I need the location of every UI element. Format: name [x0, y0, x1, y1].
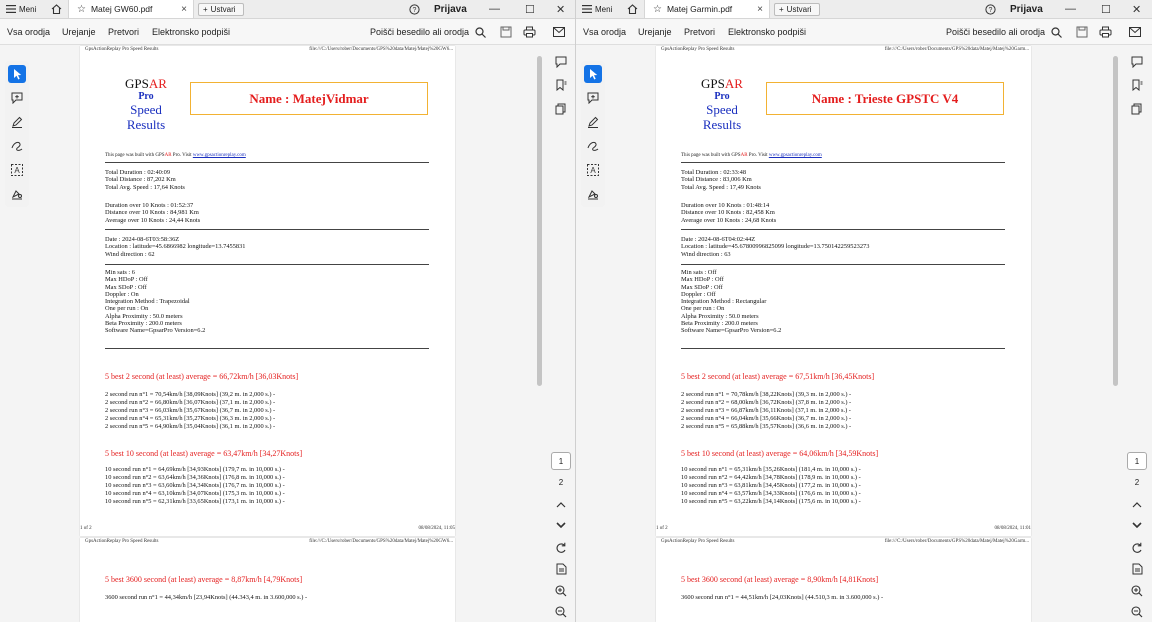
- text-line: Beta Proximity : 200.0 meters: [681, 320, 758, 328]
- svg-text:?: ?: [988, 6, 993, 14]
- chevron-down-icon[interactable]: [553, 517, 569, 533]
- text-line: Total Distance : 87,202 Km: [105, 176, 176, 184]
- divider: [105, 348, 429, 349]
- minimize-icon[interactable]: —: [1065, 3, 1076, 15]
- page-header-left: GpsActionReplay Pro Speed Results: [661, 47, 735, 52]
- home-icon[interactable]: [627, 0, 638, 18]
- text-line: Min sats : Off: [681, 269, 717, 276]
- rotate-icon[interactable]: [553, 540, 569, 556]
- menu-label: Meni: [19, 4, 37, 14]
- page-footer-left: 1 of 2: [80, 526, 92, 531]
- maximize-icon[interactable]: ☐: [525, 3, 535, 16]
- text-line: Distance over 10 Knots : 84,981 Km: [105, 209, 199, 217]
- page-header-left: GpsActionReplay Pro Speed Results: [85, 47, 159, 52]
- built-mid: Pro. Visit: [747, 153, 769, 158]
- tab-bar: [0, 0, 576, 19]
- zoom-out-icon[interactable]: [1129, 604, 1145, 620]
- menu-button[interactable]: [6, 0, 36, 18]
- bookmarks-icon[interactable]: [553, 77, 569, 93]
- text-line: One per run : On: [681, 305, 725, 313]
- text-line: 10 second run n°4 = 63,57km/h [34,33Knots] (176,6 m. in 10,000 s.) -: [681, 490, 861, 497]
- left-tool-rail: [5, 61, 29, 207]
- select-cursor-icon[interactable]: [8, 65, 26, 83]
- vertical-scrollbar[interactable]: [1110, 50, 1120, 622]
- text-line: Average over 10 Knots : 24,44 Knots: [105, 216, 201, 224]
- scrollbar-thumb[interactable]: [537, 56, 542, 386]
- logo-speed: Speed: [706, 102, 738, 117]
- location-block: [105, 236, 246, 258]
- page-thumbnails-icon[interactable]: [1129, 101, 1145, 117]
- text-line: Integration Method : Rectangular: [681, 298, 767, 306]
- find-label: Poišči besedilo ali orodja: [370, 27, 470, 37]
- right-tool-rail: [548, 46, 574, 622]
- text-line: Max SDoP : Off: [681, 283, 723, 291]
- built-with-line: [105, 153, 246, 158]
- tab-title: Matej GW60.pdf: [90, 4, 153, 14]
- home-icon[interactable]: [51, 0, 62, 18]
- best2-title: 5 best 2 second (at least) average = 66,72km/h [36,03Knots]: [105, 372, 299, 381]
- logo-gps: GPS: [125, 76, 149, 91]
- menu-button[interactable]: [582, 0, 612, 18]
- text-line: 2 second run n°5 = 65,88km/h [35,57Knots] (36,6 m. in 2,000 s.) -: [681, 423, 852, 430]
- find-tools-button[interactable]: [370, 19, 486, 45]
- logo-speed: Speed: [130, 102, 162, 117]
- vertical-scrollbar[interactable]: [534, 50, 544, 622]
- all-tools-button[interactable]: Vsa orodja: [583, 27, 627, 37]
- chevron-up-icon[interactable]: [1129, 497, 1145, 513]
- over10-block: [105, 202, 200, 224]
- text-line: Total Avg. Speed : 17,64 Knots: [105, 183, 185, 191]
- best10-title: 5 best 10 second (at least) average = 63,47km/h [34,27Knots]: [105, 449, 303, 458]
- logo-results: Results: [126, 117, 166, 132]
- page-footer-right: 08/08/2024, 11:05: [418, 526, 455, 531]
- text-line: 10 second run n°5 = 63,22km/h [34,14Knots] (175,6 m. in 10,000 s.) -: [681, 498, 861, 505]
- best10-runs: [105, 466, 285, 506]
- built-with-line: [681, 153, 822, 158]
- logo-pro: Pro: [714, 91, 730, 102]
- summary-block: [681, 169, 761, 191]
- built-ar: AR: [740, 153, 748, 158]
- text-line: 2 second run n°3 = 66,03km/h [35,67Knots] (36,7 m. in 2,000 s.) -: [105, 407, 276, 414]
- chevron-down-icon[interactable]: [1129, 517, 1145, 533]
- convert-button[interactable]: Pretvori: [684, 27, 716, 37]
- text-line: 10 second run n°3 = 63,81km/h [34,45Knots] (177,2 m. in 10,000 s.) -: [681, 482, 861, 489]
- settings-block: [681, 269, 781, 335]
- zoom-in-icon[interactable]: [553, 583, 569, 599]
- built-prefix: This page was built with GPS: [681, 153, 741, 158]
- plus-icon: +: [203, 5, 208, 14]
- text-line: 2 second run n°1 = 70,78km/h [38,22Knots] (39,3 m. in 2,000 s.) -: [681, 391, 852, 398]
- pdf-window-right: [576, 0, 1152, 622]
- highlight-pen-icon[interactable]: [8, 113, 26, 131]
- text-line: Wind direction : 63: [681, 250, 731, 258]
- text-line: 2 second run n°5 = 64,90km/h [35,04Knots] (36,1 m. in 2,000 s.) -: [105, 423, 276, 430]
- text-line: Integration Method : Trapezoidal: [105, 298, 190, 306]
- text-line: Total Avg. Speed : 17,49 Knots: [681, 183, 761, 191]
- chevron-up-icon[interactable]: [553, 497, 569, 513]
- text-line: 2 second run n°1 = 70,54km/h [38,09Knots] (39,2 m. in 2,000 s.) -: [105, 391, 276, 398]
- text-line: Location : latitude=45.67800996825099 longitude=13.750142259523273: [681, 243, 870, 251]
- bookmarks-icon[interactable]: [1129, 77, 1145, 93]
- add-comment-icon[interactable]: [584, 89, 602, 107]
- text-line: Alpha Proximity : 50.0 meters: [681, 312, 759, 320]
- text-line: 2 second run n°2 = 68,00km/h [36,72Knots] (37,8 m. in 2,000 s.) -: [681, 399, 852, 406]
- tab-title: Matej Garmin.pdf: [666, 4, 733, 14]
- text-line: Average over 10 Knots : 24,68 Knots: [681, 216, 777, 224]
- close-window-icon[interactable]: ✕: [556, 3, 566, 16]
- text-line: 10 second run n°4 = 63,10km/h [34,07Knots] (175,3 m. in 10,000 s.) -: [105, 490, 285, 497]
- text-line: Date : 2024-08-6T04:02:44Z: [681, 236, 756, 243]
- text-line: Software Name=GpsarPro Version=6.2: [681, 327, 782, 335]
- text-line: 2 second run n°3 = 66,87km/h [36,11Knots] (37,1 m. in 2,000 s.) -: [681, 407, 851, 414]
- divider: [681, 229, 1005, 230]
- plus-icon: +: [779, 5, 784, 14]
- text-line: Total Duration : 02:40:09: [105, 169, 171, 176]
- page-footer-left: 1 of 2: [656, 526, 668, 531]
- over10-block: [681, 202, 776, 224]
- text-line: Beta Proximity : 200.0 meters: [105, 320, 182, 328]
- text-line: Doppler : Off: [681, 290, 716, 298]
- pdf-page-2: [656, 538, 1031, 622]
- text-line: Location : latitude=45.6866982 longitude=13.7455831: [105, 243, 246, 251]
- add-comment-icon[interactable]: [8, 89, 26, 107]
- esign-button[interactable]: Elektronsko podpiši: [152, 27, 231, 37]
- text-line: 10 second run n°5 = 62,31km/h [33,65Knots] (173,1 m. in 10,000 s.) -: [105, 498, 285, 505]
- right-tool-rail: [1124, 46, 1150, 622]
- sign-in-button[interactable]: Prijava: [1010, 3, 1043, 15]
- website-link[interactable]: www.gpsactionreplay.com: [768, 153, 822, 158]
- create-label: Ustvari: [786, 5, 812, 14]
- document-tab[interactable]: [644, 0, 770, 18]
- highlight-pen-icon[interactable]: [584, 113, 602, 131]
- page-number-current[interactable]: 1: [551, 452, 571, 470]
- page2-header-right: file:///C:/Users/rober/Documents/GPS%20data/Matej/Matej%20GW6...: [309, 539, 453, 544]
- zoom-in-icon[interactable]: [1129, 583, 1145, 599]
- scrollbar-thumb[interactable]: [1113, 56, 1118, 386]
- all-tools-button[interactable]: Vsa orodja: [7, 27, 51, 37]
- text-line: 2 second run n°4 = 66,04km/h [35,66Knots] (36,7 m. in 2,000 s.) -: [681, 415, 852, 422]
- email-icon[interactable]: [1129, 25, 1141, 39]
- toolbar: [0, 19, 576, 45]
- star-icon[interactable]: ☆: [653, 3, 662, 15]
- save-icon[interactable]: [500, 25, 512, 39]
- tab-bar: [576, 0, 1152, 19]
- text-line: Total Distance : 83,006 Km: [681, 176, 752, 184]
- athlete-name-box: Name : Trieste GPSTC V4: [766, 82, 1004, 115]
- text-recognition-icon[interactable]: [8, 161, 26, 179]
- text-line: Doppler : On: [105, 290, 139, 298]
- text-line: Max HDoP : Off: [105, 276, 148, 284]
- page-number-current[interactable]: 1: [1127, 452, 1147, 470]
- location-block: [681, 236, 869, 258]
- minimize-icon[interactable]: —: [489, 3, 500, 15]
- print-icon[interactable]: [523, 25, 536, 39]
- best2-runs: [681, 391, 851, 431]
- text-line: Alpha Proximity : 50.0 meters: [105, 312, 183, 320]
- zoom-out-icon[interactable]: [553, 604, 569, 620]
- email-icon[interactable]: [553, 25, 565, 39]
- pdf-page-1: [656, 46, 1031, 536]
- athlete-name-box: Name : MatejVidmar: [190, 82, 428, 115]
- edit-button[interactable]: Urejanje: [638, 27, 672, 37]
- pdf-page-1: [80, 46, 455, 536]
- text-recognition-icon[interactable]: [584, 161, 602, 179]
- convert-button[interactable]: Pretvori: [108, 27, 140, 37]
- hamburger-icon: [582, 5, 592, 13]
- best3600-run: 3600 second run n°1 = 44,34km/h [23,94Knots] (44.343,4 m. in 3.600,000 s.) -: [105, 594, 308, 601]
- stamp-sign-icon[interactable]: [8, 185, 26, 203]
- comments-panel-icon[interactable]: [553, 54, 569, 70]
- best10-runs: [681, 466, 861, 506]
- page-footer-right: 08/08/2024, 11:01: [994, 526, 1031, 531]
- star-icon[interactable]: ☆: [77, 3, 86, 15]
- gpsar-logo: [697, 76, 747, 132]
- page-header-right: file:///C:/Users/rober/Documents/GPS%20data/Matej/Matej%20Garm...: [884, 47, 1029, 52]
- search-icon: [1051, 27, 1062, 38]
- document-properties-icon[interactable]: [1129, 561, 1145, 577]
- summary-block: [105, 169, 185, 191]
- create-button[interactable]: [198, 3, 244, 16]
- select-cursor-icon[interactable]: [584, 65, 602, 83]
- text-line: Max HDoP : Off: [681, 276, 724, 284]
- text-line: Min sats : 6: [105, 269, 136, 276]
- close-window-icon[interactable]: ✕: [1132, 3, 1142, 16]
- logo-ar: AR: [724, 76, 743, 91]
- close-tab-icon[interactable]: ×: [181, 3, 187, 15]
- rotate-icon[interactable]: [1129, 540, 1145, 556]
- page2-header-left: GpsActionReplay Pro Speed Results: [661, 539, 735, 544]
- built-ar: AR: [164, 153, 172, 158]
- best2-title: 5 best 2 second (at least) average = 67,51km/h [36,45Knots]: [681, 372, 875, 381]
- edit-button[interactable]: Urejanje: [62, 27, 96, 37]
- save-icon[interactable]: [1076, 25, 1088, 39]
- page-number-next[interactable]: 2: [558, 477, 564, 487]
- document-properties-icon[interactable]: [553, 561, 569, 577]
- page-thumbnails-icon[interactable]: [553, 101, 569, 117]
- logo-ar: AR: [148, 76, 167, 91]
- text-line: Total Duration : 02:33:48: [681, 169, 747, 176]
- menu-label: Meni: [595, 4, 613, 14]
- text-line: 10 second run n°1 = 64,69km/h [34,93Knots] (179,7 m. in 10,000 s.) -: [105, 466, 285, 473]
- built-prefix: This page was built with GPS: [105, 153, 165, 158]
- svg-text:A: A: [14, 166, 20, 175]
- page2-header-right: file:///C:/Users/rober/Documents/GPS%20data/Matej/Matej%20Garm...: [884, 539, 1029, 544]
- text-line: 10 second run n°1 = 65,31km/h [35,26Knots] (181,4 m. in 10,000 s.) -: [681, 466, 861, 473]
- best10-title: 5 best 10 second (at least) average = 64,06km/h [34,59Knots]: [681, 449, 879, 458]
- text-line: Wind direction : 62: [105, 250, 155, 258]
- divider: [105, 264, 429, 265]
- divider: [681, 264, 1005, 265]
- text-line: Software Name=GpsarPro Version=6.2: [105, 327, 206, 335]
- divider: [105, 229, 429, 230]
- website-link[interactable]: www.gpsactionreplay.com: [192, 153, 246, 158]
- help-icon[interactable]: [409, 0, 420, 18]
- text-line: Distance over 10 Knots : 82,458 Km: [681, 209, 775, 217]
- best3600-run: 3600 second run n°1 = 44,51km/h [24,03Knots] (44.510,3 m. in 3.600,000 s.) -: [681, 594, 884, 601]
- pdf-page-2: [80, 538, 455, 622]
- help-icon[interactable]: [985, 0, 996, 18]
- text-line: 2 second run n°4 = 65,31km/h [35,27Knots] (36,3 m. in 2,000 s.) -: [105, 415, 276, 422]
- text-line: 10 second run n°2 = 63,64km/h [34,36Knots] (176,8 m. in 10,000 s.) -: [105, 474, 285, 481]
- built-mid: Pro. Visit: [171, 153, 193, 158]
- toolbar: [576, 19, 1152, 45]
- document-tab[interactable]: [68, 0, 194, 18]
- hamburger-icon: [6, 5, 16, 13]
- draw-freehand-icon[interactable]: [8, 137, 26, 155]
- logo-gps: GPS: [701, 76, 725, 91]
- print-icon[interactable]: [1099, 25, 1112, 39]
- svg-text:?: ?: [412, 6, 417, 14]
- text-line: One per run : On: [105, 305, 149, 313]
- create-button[interactable]: [774, 3, 820, 16]
- gpsar-logo: [121, 76, 171, 132]
- best3600-title: 5 best 3600 second (at least) average = 8,90km/h [4,81Knots]: [681, 575, 879, 584]
- page2-header-left: GpsActionReplay Pro Speed Results: [85, 539, 159, 544]
- stamp-sign-icon[interactable]: [584, 185, 602, 203]
- close-tab-icon[interactable]: ×: [757, 3, 763, 15]
- text-line: 10 second run n°2 = 64,42km/h [34,78Knots] (178,9 m. in 10,000 s.) -: [681, 474, 861, 481]
- settings-block: [105, 269, 205, 335]
- text-line: 2 second run n°2 = 66,80km/h [36,07Knots] (37,1 m. in 2,000 s.) -: [105, 399, 276, 406]
- best3600-title: 5 best 3600 second (at least) average = 8,87km/h [4,79Knots]: [105, 575, 303, 584]
- divider: [105, 162, 429, 163]
- comments-panel-icon[interactable]: [1129, 54, 1145, 70]
- search-icon: [475, 27, 486, 38]
- divider: [681, 162, 1005, 163]
- logo-results: Results: [702, 117, 742, 132]
- esign-button[interactable]: Elektronsko podpiši: [728, 27, 807, 37]
- find-label: Poišči besedilo ali orodja: [946, 27, 1046, 37]
- page-number-next[interactable]: 2: [1134, 477, 1140, 487]
- page-header-right: file:///C:/Users/rober/Documents/GPS%20data/Matej/Matej%20GW6...: [309, 47, 453, 52]
- text-line: Duration over 10 Knots : 01:48:14: [681, 202, 770, 209]
- divider: [681, 348, 1005, 349]
- draw-freehand-icon[interactable]: [584, 137, 602, 155]
- text-line: Duration over 10 Knots : 01:52:37: [105, 202, 194, 209]
- text-line: Max SDoP : Off: [105, 283, 147, 291]
- maximize-icon[interactable]: ☐: [1101, 3, 1111, 16]
- logo-pro: Pro: [138, 91, 154, 102]
- find-tools-button[interactable]: [946, 19, 1062, 45]
- create-label: Ustvari: [210, 5, 236, 14]
- sign-in-button[interactable]: Prijava: [434, 3, 467, 15]
- svg-text:A: A: [590, 166, 596, 175]
- text-line: Date : 2024-08-6T03:58:36Z: [105, 236, 180, 243]
- text-line: 10 second run n°3 = 63,60km/h [34,34Knots] (176,7 m. in 10,000 s.) -: [105, 482, 285, 489]
- best2-runs: [105, 391, 275, 431]
- left-tool-rail: [581, 61, 605, 207]
